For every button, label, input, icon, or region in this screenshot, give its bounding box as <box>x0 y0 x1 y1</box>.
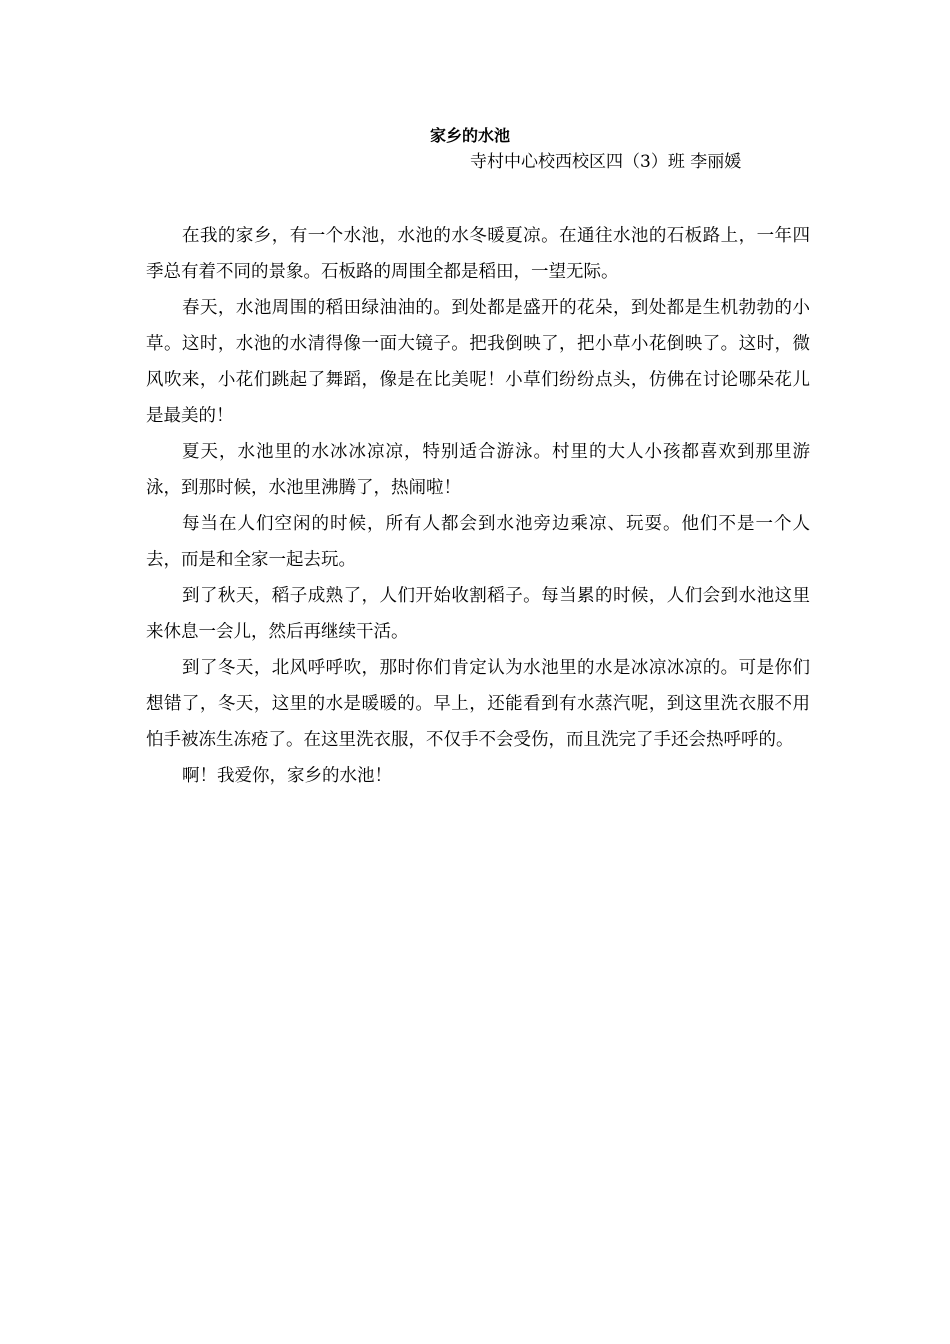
paragraph: 夏天，水池里的水冰冰凉凉，特别适合游泳。村里的大人小孩都喜欢到那里游泳，到那时候，水池里沸腾了，热闹啦！ <box>146 442 810 498</box>
paragraph: 到了冬天，北风呼呼吹，那时你们肯定认为水池里的水是冰凉冰凉的。可是你们想错了，冬天，这里的水是暖暖的。早上，还能看到有水蒸汽呢，到这里洗衣服不用怕手被冻生冻疮了。在这里洗衣服，不仅手不会受伤，而且洗完了手还会热呼呼的。 <box>146 658 810 750</box>
paragraph: 啊！我爱你，家乡的水池！ <box>182 766 392 786</box>
document-title: 家乡的水池 <box>430 126 511 145</box>
paragraph: 到了秋天，稻子成熟了，人们开始收割稻子。每当累的时候，人们会到水池这里来休息一会儿，然后再继续干活。 <box>146 586 810 642</box>
paragraph: 春天，水池周围的稻田绿油油的。到处都是盛开的花朵，到处都是生机勃勃的小草。这时，水池的水清得像一面大镜子。把我倒映了，把小草小花倒映了。这时，微风吹来，小花们跳起了舞蹈，像是在比美呢！小草们纷纷点头，仿佛在讨论哪朵花儿是最美的！ <box>146 298 810 426</box>
essay-body <box>146 218 810 794</box>
author-byline: 寺村中心校西校区四（3）班 李丽媛 <box>470 152 742 172</box>
paragraph: 每当在人们空闲的时候，所有人都会到水池旁边乘凉、玩耍。他们不是一个人去，而是和全家一起去玩。 <box>146 514 810 570</box>
paragraph: 在我的家乡，有一个水池，水池的水冬暖夏凉。在通往水池的石板路上，一年四季总有着不同的景象。石板路的周围全都是稻田，一望无际。 <box>146 226 810 282</box>
